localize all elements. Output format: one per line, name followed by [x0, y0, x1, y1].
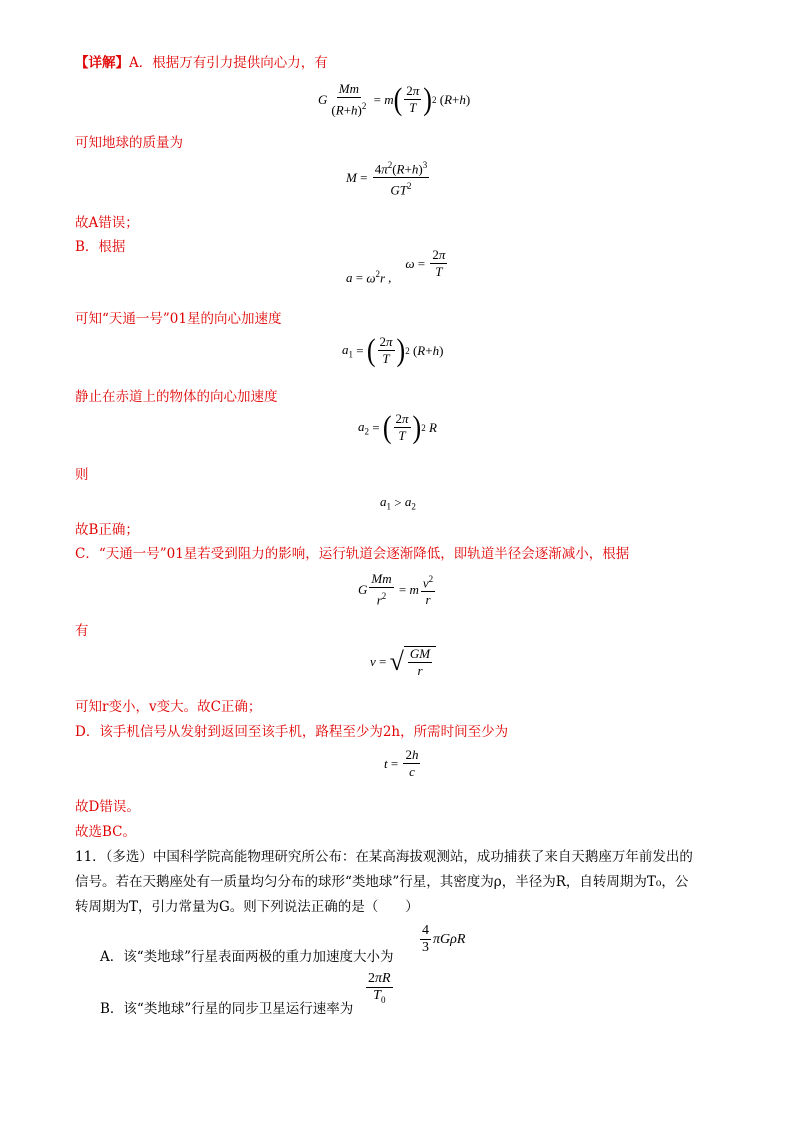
- equation-option-b: $\frac{2\pi R}{T_0}$: [368, 971, 391, 1005]
- b-conclusion: 故B正确；: [75, 522, 139, 538]
- a-conclusion: 故A错误；: [75, 215, 139, 231]
- question-line-3: 转周期为T，引力常量为G。则下列说法正确的是（ ）: [75, 899, 419, 915]
- b-label: B．根据: [75, 239, 126, 255]
- final-answer: 故选BC。: [75, 824, 137, 840]
- option-a-text: A．该“类地球”行星表面两极的重力加速度大小为: [100, 949, 394, 965]
- b-equator-intro: 静止在赤道上的物体的向心加速度: [75, 389, 278, 405]
- b-sat-accel-intro: 可知“天通一号”01星的向心加速度: [75, 311, 282, 327]
- equation-a1: $a_1$ = ( $\frac{2\pi}{T}$ ) 2 ( R + h ): [342, 332, 444, 368]
- c-line: C．“天通一号”01星若受到阻力的影响，运行轨道会逐渐降低，即轨道半径会逐渐减小，根据: [75, 546, 630, 562]
- equation-earth-mass: M = $\frac{4\pi^2(R+h)^3}{GT^2}$: [346, 160, 428, 198]
- c-conclusion: 可知r变小，v变大。故C正确；: [75, 699, 262, 715]
- equation-a2: $a_2$ = ( $\frac{2\pi}{T}$ ) 2 R: [358, 409, 437, 445]
- question-line-2: 信号。若在天鹅座处有一质量均匀分布的球形“类地球”行星，其密度为ρ，半径为R，自转周期为T₀，公: [75, 874, 689, 890]
- equation-gravity-velocity: G $\frac{Mm}{r^2}$ = m $\frac{v^2}{r}$: [358, 571, 434, 608]
- d-conclusion: 故D错误。: [75, 799, 140, 815]
- equation-time: t = $\frac{2h}{c}$: [384, 747, 419, 779]
- d-line: D．该手机信号从发射到返回至该手机，路程至少为2h，所需时间至少为: [75, 724, 509, 740]
- equation-option-a: $\frac{4}{3}$ π G ρ R: [422, 923, 466, 955]
- option-b: [100, 1000, 353, 1018]
- mass-intro: 可知地球的质量为: [75, 135, 183, 151]
- equation-gravity-centripetal: G $\frac{Mm}{(R+h)^2}$ = m ( $\frac{2\pi}{T}$ ) 2 ( R + h ): [318, 81, 471, 118]
- b-then: 则: [75, 467, 89, 483]
- option-b-text: B．该“类地球”行星的同步卫星运行速率为: [100, 1001, 354, 1017]
- option-a: [100, 948, 394, 966]
- detail-line-a: [75, 54, 328, 72]
- c-have: 有: [75, 623, 89, 639]
- equation-velocity-sqrt: v = √ $\frac{GM}{r}$: [370, 646, 436, 678]
- equation-acceleration-omega: a = $\omega^2r$ , ω = $\frac{2\pi}{T}$: [346, 247, 446, 286]
- equation-a1-gt-a2: $a_1$ > $a_2$: [380, 494, 416, 512]
- detail-header-tag: 【详解】: [75, 55, 129, 71]
- question-line-1: 11．（多选）中国科学院高能物理研究所公布：在某高海拔观测站，成功捕获了来自天鹅座万年前发出的: [75, 849, 693, 865]
- line-a-text: A．根据万有引力提供向心力，有: [129, 55, 328, 71]
